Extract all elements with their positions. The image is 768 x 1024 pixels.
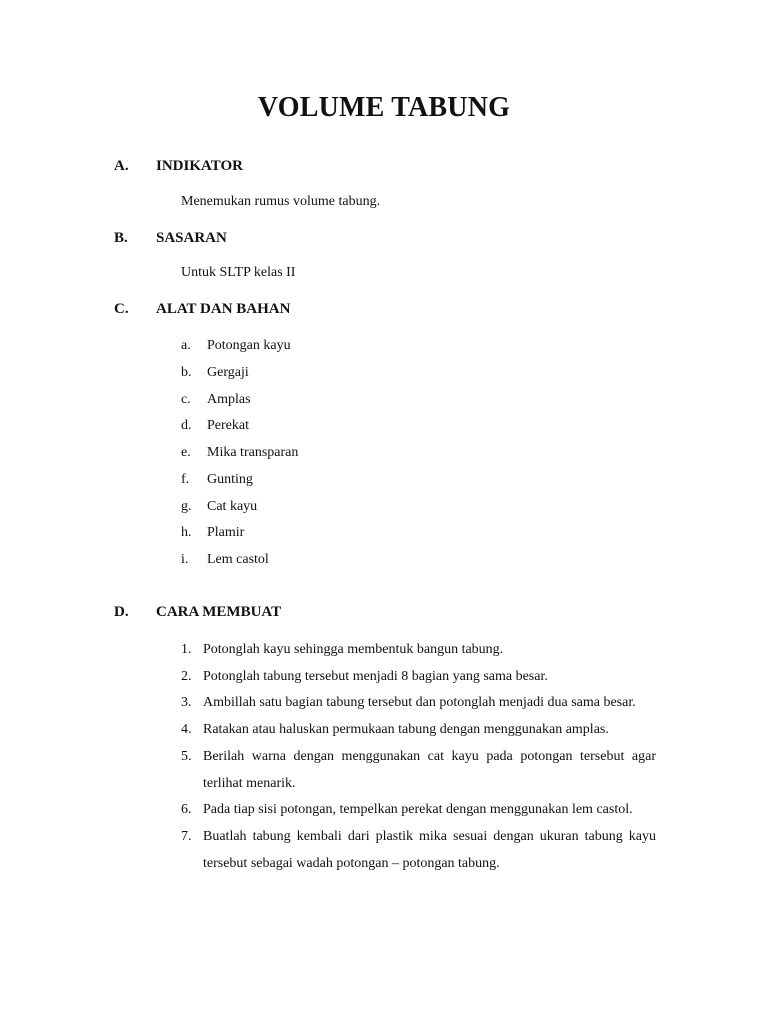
step-item	[181, 797, 656, 824]
section-c-heading	[114, 301, 290, 318]
list-item	[181, 333, 298, 360]
list-item	[181, 440, 298, 467]
list-marker: e.	[181, 445, 191, 460]
step-number: 5.	[181, 748, 192, 764]
list-item-text: Cat kayu	[207, 498, 258, 514]
list-marker: c.	[181, 391, 191, 407]
indikator-text: Menemukan rumus volume tabung.	[181, 194, 381, 209]
section-d-heading	[114, 604, 281, 621]
step-item	[181, 690, 656, 717]
list-item-text: Gunting	[207, 471, 253, 487]
step-number: 6.	[181, 802, 192, 818]
step-item	[181, 744, 656, 797]
list-item-text: Mika transparan	[207, 445, 299, 460]
list-item	[181, 494, 298, 521]
list-item	[181, 547, 298, 574]
step-text: Potonglah tabung tersebut menjadi 8 bagian yang sama besar.	[203, 668, 548, 684]
list-item	[181, 413, 298, 440]
list-item	[181, 360, 298, 387]
step-number: 3.	[181, 695, 192, 711]
list-marker: i.	[181, 552, 189, 567]
section-a-title: INDIKATOR	[156, 158, 243, 174]
list-item	[181, 387, 298, 414]
list-item-text: Gergaji	[207, 364, 249, 380]
step-number: 4.	[181, 722, 192, 738]
list-marker: g.	[181, 498, 192, 514]
section-a-letter: A.	[114, 158, 129, 174]
list-marker: f.	[181, 471, 190, 487]
step-text: Buatlah tabung kembali dari plastik mika sesuai dengan ukuran tabung kayu tersebut sebagai wadah potongan – potongan tabung.	[203, 828, 656, 871]
step-item	[181, 717, 656, 744]
list-item-text: Lem castol	[207, 552, 269, 567]
step-number: 1.	[181, 642, 192, 657]
section-b-letter: B.	[114, 230, 128, 246]
step-number: 2.	[181, 668, 192, 684]
section-d-letter: D.	[114, 604, 129, 620]
steps-list	[181, 637, 656, 877]
section-c-title: ALAT DAN BAHAN	[156, 301, 291, 317]
section-d-title: CARA MEMBUAT	[156, 604, 282, 620]
section-b-heading	[114, 230, 227, 247]
list-item-text: Potongan kayu	[207, 338, 291, 353]
sasaran-text: Untuk SLTP kelas II	[181, 265, 296, 280]
section-a-heading	[114, 158, 243, 175]
step-item	[181, 664, 656, 691]
step-text: Ambillah satu bagian tabung tersebut dan potonglah menjadi dua sama besar.	[203, 695, 636, 711]
page-title: VOLUME TABUNG	[257, 92, 511, 123]
list-marker: h.	[181, 525, 192, 541]
list-item-text: Amplas	[207, 391, 251, 407]
materials-list	[181, 333, 298, 574]
list-marker: a.	[181, 338, 191, 353]
step-number: 7.	[181, 828, 192, 844]
step-text: Pada tiap sisi potongan, tempelkan perekat dengan menggunakan lem castol.	[203, 802, 633, 818]
list-item-text: Perekat	[207, 418, 249, 434]
section-c-letter: C.	[114, 301, 129, 317]
step-item	[181, 824, 656, 877]
step-item	[181, 637, 656, 664]
list-item	[181, 520, 298, 547]
step-text: Potonglah kayu sehingga membentuk bangun tabung.	[203, 642, 504, 657]
list-item-text: Plamir	[207, 525, 245, 541]
step-text: Ratakan atau haluskan permukaan tabung dengan menggunakan amplas.	[203, 722, 609, 738]
list-marker: b.	[181, 364, 192, 380]
section-b-title: SASARAN	[156, 230, 227, 246]
list-item	[181, 467, 298, 494]
list-marker: d.	[181, 418, 192, 434]
step-text: Berilah warna dengan menggunakan cat kayu pada potongan tersebut agar terlihat menarik.	[203, 748, 656, 791]
